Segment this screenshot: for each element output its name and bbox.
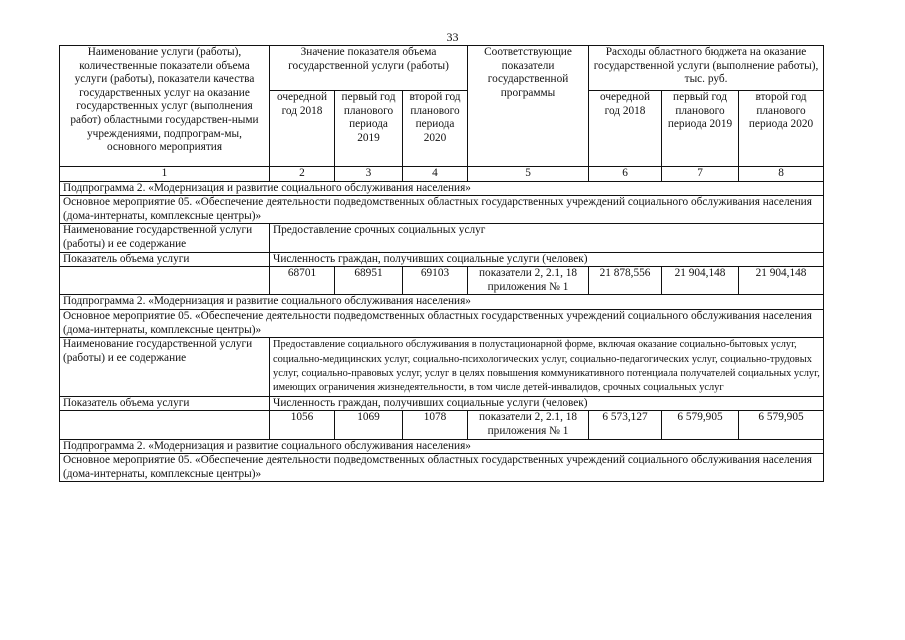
- service-row: [60, 224, 824, 252]
- column-number: 8: [739, 167, 824, 182]
- volume-row: [60, 252, 824, 267]
- column-number: 4: [403, 167, 468, 182]
- volume-label: Показатель объема услуги: [60, 252, 270, 267]
- subprogram-title: Подпрограмма 2. «Модернизация и развитие социального обслуживания населения»: [60, 295, 824, 310]
- service-row: [60, 338, 824, 397]
- column-number: 3: [335, 167, 403, 182]
- header-expenses-2020: второй год планового периода 2020: [739, 91, 824, 167]
- values-row: [60, 411, 824, 439]
- measure-title: Основное мероприятие 05. «Обеспечение деятельности подведомственных областных государственных учреждений социального обслуживания населения (дома-интернаты, комплексные центры)»: [60, 196, 824, 224]
- header-expenses-2019: первый год планового периода 2019: [662, 91, 739, 167]
- volume-2018: 1056: [270, 411, 335, 439]
- empty-cell: [60, 411, 270, 439]
- program-ref: показатели 2, 2.1, 18 приложения № 1: [468, 411, 589, 439]
- column-numbers-row: [60, 167, 824, 182]
- subprogram-title: Подпрограмма 2. «Модернизация и развитие социального обслуживания населения»: [60, 181, 824, 196]
- expenses-2019: 6 579,905: [662, 411, 739, 439]
- header-row-1: [60, 46, 824, 91]
- service-value: Предоставление срочных социальных услуг: [270, 224, 824, 252]
- volume-value: Численность граждан, получивших социальные услуги (человек): [270, 396, 824, 411]
- column-number: 1: [60, 167, 270, 182]
- header-volume-2020: второй год планового периода 2020: [403, 91, 468, 167]
- column-number: 7: [662, 167, 739, 182]
- subprogram-title: Подпрограмма 2. «Модернизация и развитие социального обслуживания населения»: [60, 439, 824, 454]
- column-number: 2: [270, 167, 335, 182]
- service-label: Наименование государственной услуги (работы) и ее содержание: [60, 338, 270, 397]
- expenses-2020: 6 579,905: [739, 411, 824, 439]
- measure-row: [60, 196, 824, 224]
- expenses-2018: 21 878,556: [589, 267, 662, 295]
- measure-row: [60, 454, 824, 482]
- header-expenses-2018: очередной год 2018: [589, 91, 662, 167]
- header-expenses-group: Расходы областного бюджета на оказание государственной услуги (выполнение работы), тыс. руб.: [589, 46, 824, 91]
- expenses-2018: 6 573,127: [589, 411, 662, 439]
- program-ref: показатели 2, 2.1, 18 приложения № 1: [468, 267, 589, 295]
- column-number: 6: [589, 167, 662, 182]
- volume-label: Показатель объема услуги: [60, 396, 270, 411]
- measure-title: Основное мероприятие 05. «Обеспечение деятельности подведомственных областных государственных учреждений социального обслуживания населения (дома-интернаты, комплексные центры)»: [60, 454, 824, 482]
- column-number: 5: [468, 167, 589, 182]
- header-volume-2018: очередной год 2018: [270, 91, 335, 167]
- measure-row: [60, 309, 824, 337]
- header-program-indicators: Соответствующие показатели государственной программы: [468, 46, 589, 167]
- subprogram-row: [60, 439, 824, 454]
- service-value: Предоставление социального обслуживания в полустационарной форме, включая оказание социально-бытовых услуг, социально-медицинских услуг, социально-психологических услуг, социально-педагогических услуг, социально-трудовых услуг, социально-правовых услуг, услуг в целях повышения коммуникативного потенциала получателей социальных услуг, имеющих ограничения жизнедеятельности, в том числе детей-инвалидов, срочных социальных услуг: [270, 338, 824, 397]
- header-col-name: Наименование услуги (работы), количественные показатели объема услуги (работы), показатели качества государственных услуг на оказание государственных услуг (выполнения работ) областными государствен-ными учреждениями, подпрограм-мы, основного мероприятия: [60, 46, 270, 167]
- empty-cell: [60, 267, 270, 295]
- expenses-2019: 21 904,148: [662, 267, 739, 295]
- volume-2019: 1069: [335, 411, 403, 439]
- service-label: Наименование государственной услуги (работы) и ее содержание: [60, 224, 270, 252]
- expenses-2020: 21 904,148: [739, 267, 824, 295]
- header-volume-group: Значение показателя объема государственной услуги (работы): [270, 46, 468, 91]
- subprogram-row: [60, 295, 824, 310]
- header-volume-2019: первый год планового периода 2019: [335, 91, 403, 167]
- volume-2019: 68951: [335, 267, 403, 295]
- subprogram-row: [60, 181, 824, 196]
- volume-2020: 1078: [403, 411, 468, 439]
- volume-2020: 69103: [403, 267, 468, 295]
- volume-2018: 68701: [270, 267, 335, 295]
- page-number: 33: [446, 30, 459, 44]
- volume-row: [60, 396, 824, 411]
- values-row: [60, 267, 824, 295]
- volume-value: Численность граждан, получивших социальные услуги (человек): [270, 252, 824, 267]
- measure-title: Основное мероприятие 05. «Обеспечение деятельности подведомственных областных государственных учреждений социального обслуживания населения (дома-интернаты, комплексные центры)»: [60, 309, 824, 337]
- budget-table: [59, 45, 824, 482]
